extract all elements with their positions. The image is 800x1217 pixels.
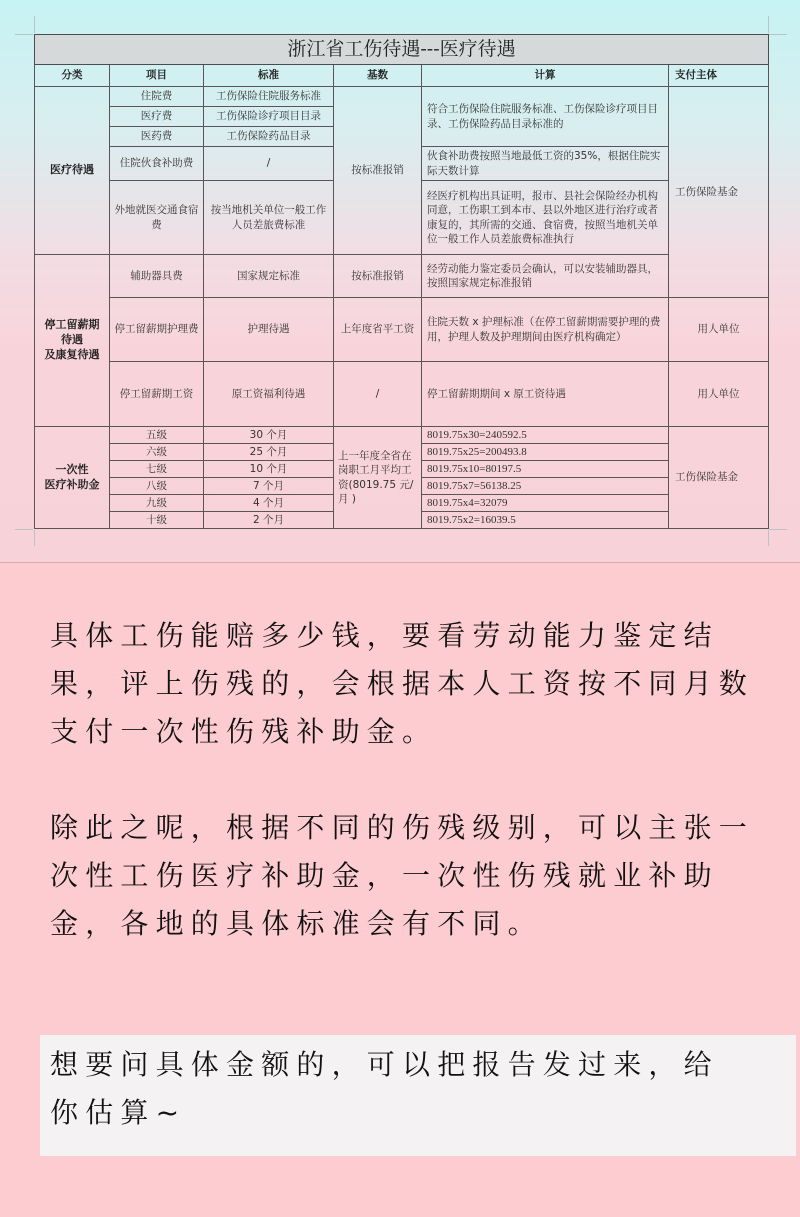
header-item: 项目 — [110, 65, 204, 87]
item-cell: 住院伙食补助费 — [110, 147, 204, 181]
item-cell: 外地就医交通食宿费 — [110, 181, 204, 255]
table-row — [35, 87, 769, 107]
category-line: 停工留薪期 — [44, 318, 100, 332]
grade-cell: 五级 — [110, 427, 204, 444]
category-work-stoppage — [35, 255, 110, 427]
crop-mark-top-left-h — [15, 34, 33, 35]
calc-cell: 8019.75x10=80197.5 — [422, 461, 669, 478]
crop-mark-top-left-v — [34, 16, 35, 33]
crop-mark-bottom-right-h — [769, 529, 787, 530]
table-row — [35, 427, 769, 444]
header-payer: 支付主体 — [669, 65, 769, 87]
months-cell: 10 个月 — [204, 461, 334, 478]
payer-cell: 工伤保险基金 — [669, 87, 769, 298]
item-cell: 医药费 — [110, 127, 204, 147]
calc-cell: 8019.75x25=200493.8 — [422, 444, 669, 461]
category-line: 及康复待遇 — [44, 347, 100, 361]
standard-cell: 工伤保险住院服务标准 — [204, 87, 334, 107]
category-one-time-subsidy — [35, 427, 110, 529]
injury-benefits-table — [34, 34, 769, 529]
paragraph-compensation: 具体工伤能赔多少钱，要看劳动能力鉴定结果，评上伤残的，会根据本人工资按不同月数支付一次性伤残补助金。 — [50, 619, 755, 748]
item-cell: 停工留薪期护理费 — [110, 298, 204, 362]
table-row — [35, 362, 769, 427]
months-cell: 25 个月 — [204, 444, 334, 461]
crop-mark-bottom-left-v — [34, 530, 35, 546]
grade-cell: 八级 — [110, 478, 204, 495]
crop-mark-bottom-right-v — [768, 530, 769, 546]
standard-cell: / — [204, 147, 334, 181]
payer-cell: 工伤保险基金 — [669, 427, 769, 529]
table-title: 浙江省工伤待遇---医疗待遇 — [35, 35, 769, 65]
category-medical: 医疗待遇 — [35, 87, 110, 255]
calc-cell: 住院天数 x 护理标准（在停工留薪期需要护理的费用，护理人数及护理期间由医疗机构确定） — [422, 298, 669, 362]
calc-cell: 8019.75x4=32079 — [422, 495, 669, 512]
table-header-row — [35, 65, 769, 87]
calc-cell: 符合工伤保险住院服务标准、工伤保险诊疗项目目录、工伤保险药品目录标准的 — [422, 87, 669, 147]
table-screenshot — [0, 0, 800, 563]
crop-mark-top-right-h — [769, 34, 787, 35]
category-line: 待遇 — [61, 333, 83, 347]
crop-mark-top-right-v — [768, 16, 769, 33]
calc-cell: 经医疗机构出具证明，报市、县社会保险经办机构同意，工伤职工到本市、县以外地区进行治疗或者康复的，其所需的交通、食宿费，按照当地机关单位一般工作人员差旅费标准执行 — [422, 181, 669, 255]
standard-cell: 国家规定标准 — [204, 255, 334, 298]
standard-cell: 护理待遇 — [204, 298, 334, 362]
base-cell: 按标准报销 — [334, 255, 422, 298]
grade-cell: 十级 — [110, 512, 204, 529]
calc-cell: 停工留薪期期间 x 原工资待遇 — [422, 362, 669, 427]
base-cell: 上年度省平工资 — [334, 298, 422, 362]
calc-cell: 8019.75x2=16039.5 — [422, 512, 669, 529]
standard-cell: 原工资福利待遇 — [204, 362, 334, 427]
calc-cell: 经劳动能力鉴定委员会确认，可以安装辅助器具，按照国家规定标准报销 — [422, 255, 669, 298]
item-cell: 停工留薪期工资 — [110, 362, 204, 427]
header-calculation: 计算 — [422, 65, 669, 87]
months-cell: 30 个月 — [204, 427, 334, 444]
calc-cell: 伙食补助费按照当地最低工资的35%，根据住院实际天数计算 — [422, 147, 669, 181]
note-box — [40, 1035, 796, 1156]
payer-cell: 用人单位 — [669, 362, 769, 427]
table-row — [35, 255, 769, 298]
crop-mark-bottom-left-h — [15, 529, 33, 530]
table-row — [35, 298, 769, 362]
calc-cell: 8019.75x30=240592.5 — [422, 427, 669, 444]
payer-cell: 用人单位 — [669, 298, 769, 362]
header-base: 基数 — [334, 65, 422, 87]
grade-cell: 九级 — [110, 495, 204, 512]
item-cell: 住院费 — [110, 87, 204, 107]
base-cell: 按标准报销 — [334, 87, 422, 255]
paragraph-other-subsidies: 除此之呢，根据不同的伤残级别，可以主张一次性工伤医疗补助金，一次性伤残就业补助金，各地的具体标准会有不同。 — [50, 811, 755, 940]
base-cell: 上一年度全省在岗职工月平均工资(8019.75 元/月 ) — [334, 427, 422, 529]
base-cell: / — [334, 362, 422, 427]
calc-cell: 8019.75x7=56138.25 — [422, 478, 669, 495]
note-text: 想要问具体金额的，可以把报告发过来，给你估算~ — [50, 1048, 719, 1129]
header-category: 分类 — [35, 65, 110, 87]
header-standard: 标准 — [204, 65, 334, 87]
item-cell: 辅助器具费 — [110, 255, 204, 298]
months-cell: 4 个月 — [204, 495, 334, 512]
months-cell: 7 个月 — [204, 478, 334, 495]
grade-cell: 七级 — [110, 461, 204, 478]
standard-cell: 工伤保险诊疗项目目录 — [204, 107, 334, 127]
standard-cell: 工伤保险药品目录 — [204, 127, 334, 147]
item-cell: 医疗费 — [110, 107, 204, 127]
standard-cell: 按当地机关单位一般工作人员差旅费标准 — [204, 181, 334, 255]
grade-cell: 六级 — [110, 444, 204, 461]
category-line: 一次性 — [55, 462, 89, 476]
category-line: 医疗补助金 — [44, 477, 100, 491]
months-cell: 2 个月 — [204, 512, 334, 529]
